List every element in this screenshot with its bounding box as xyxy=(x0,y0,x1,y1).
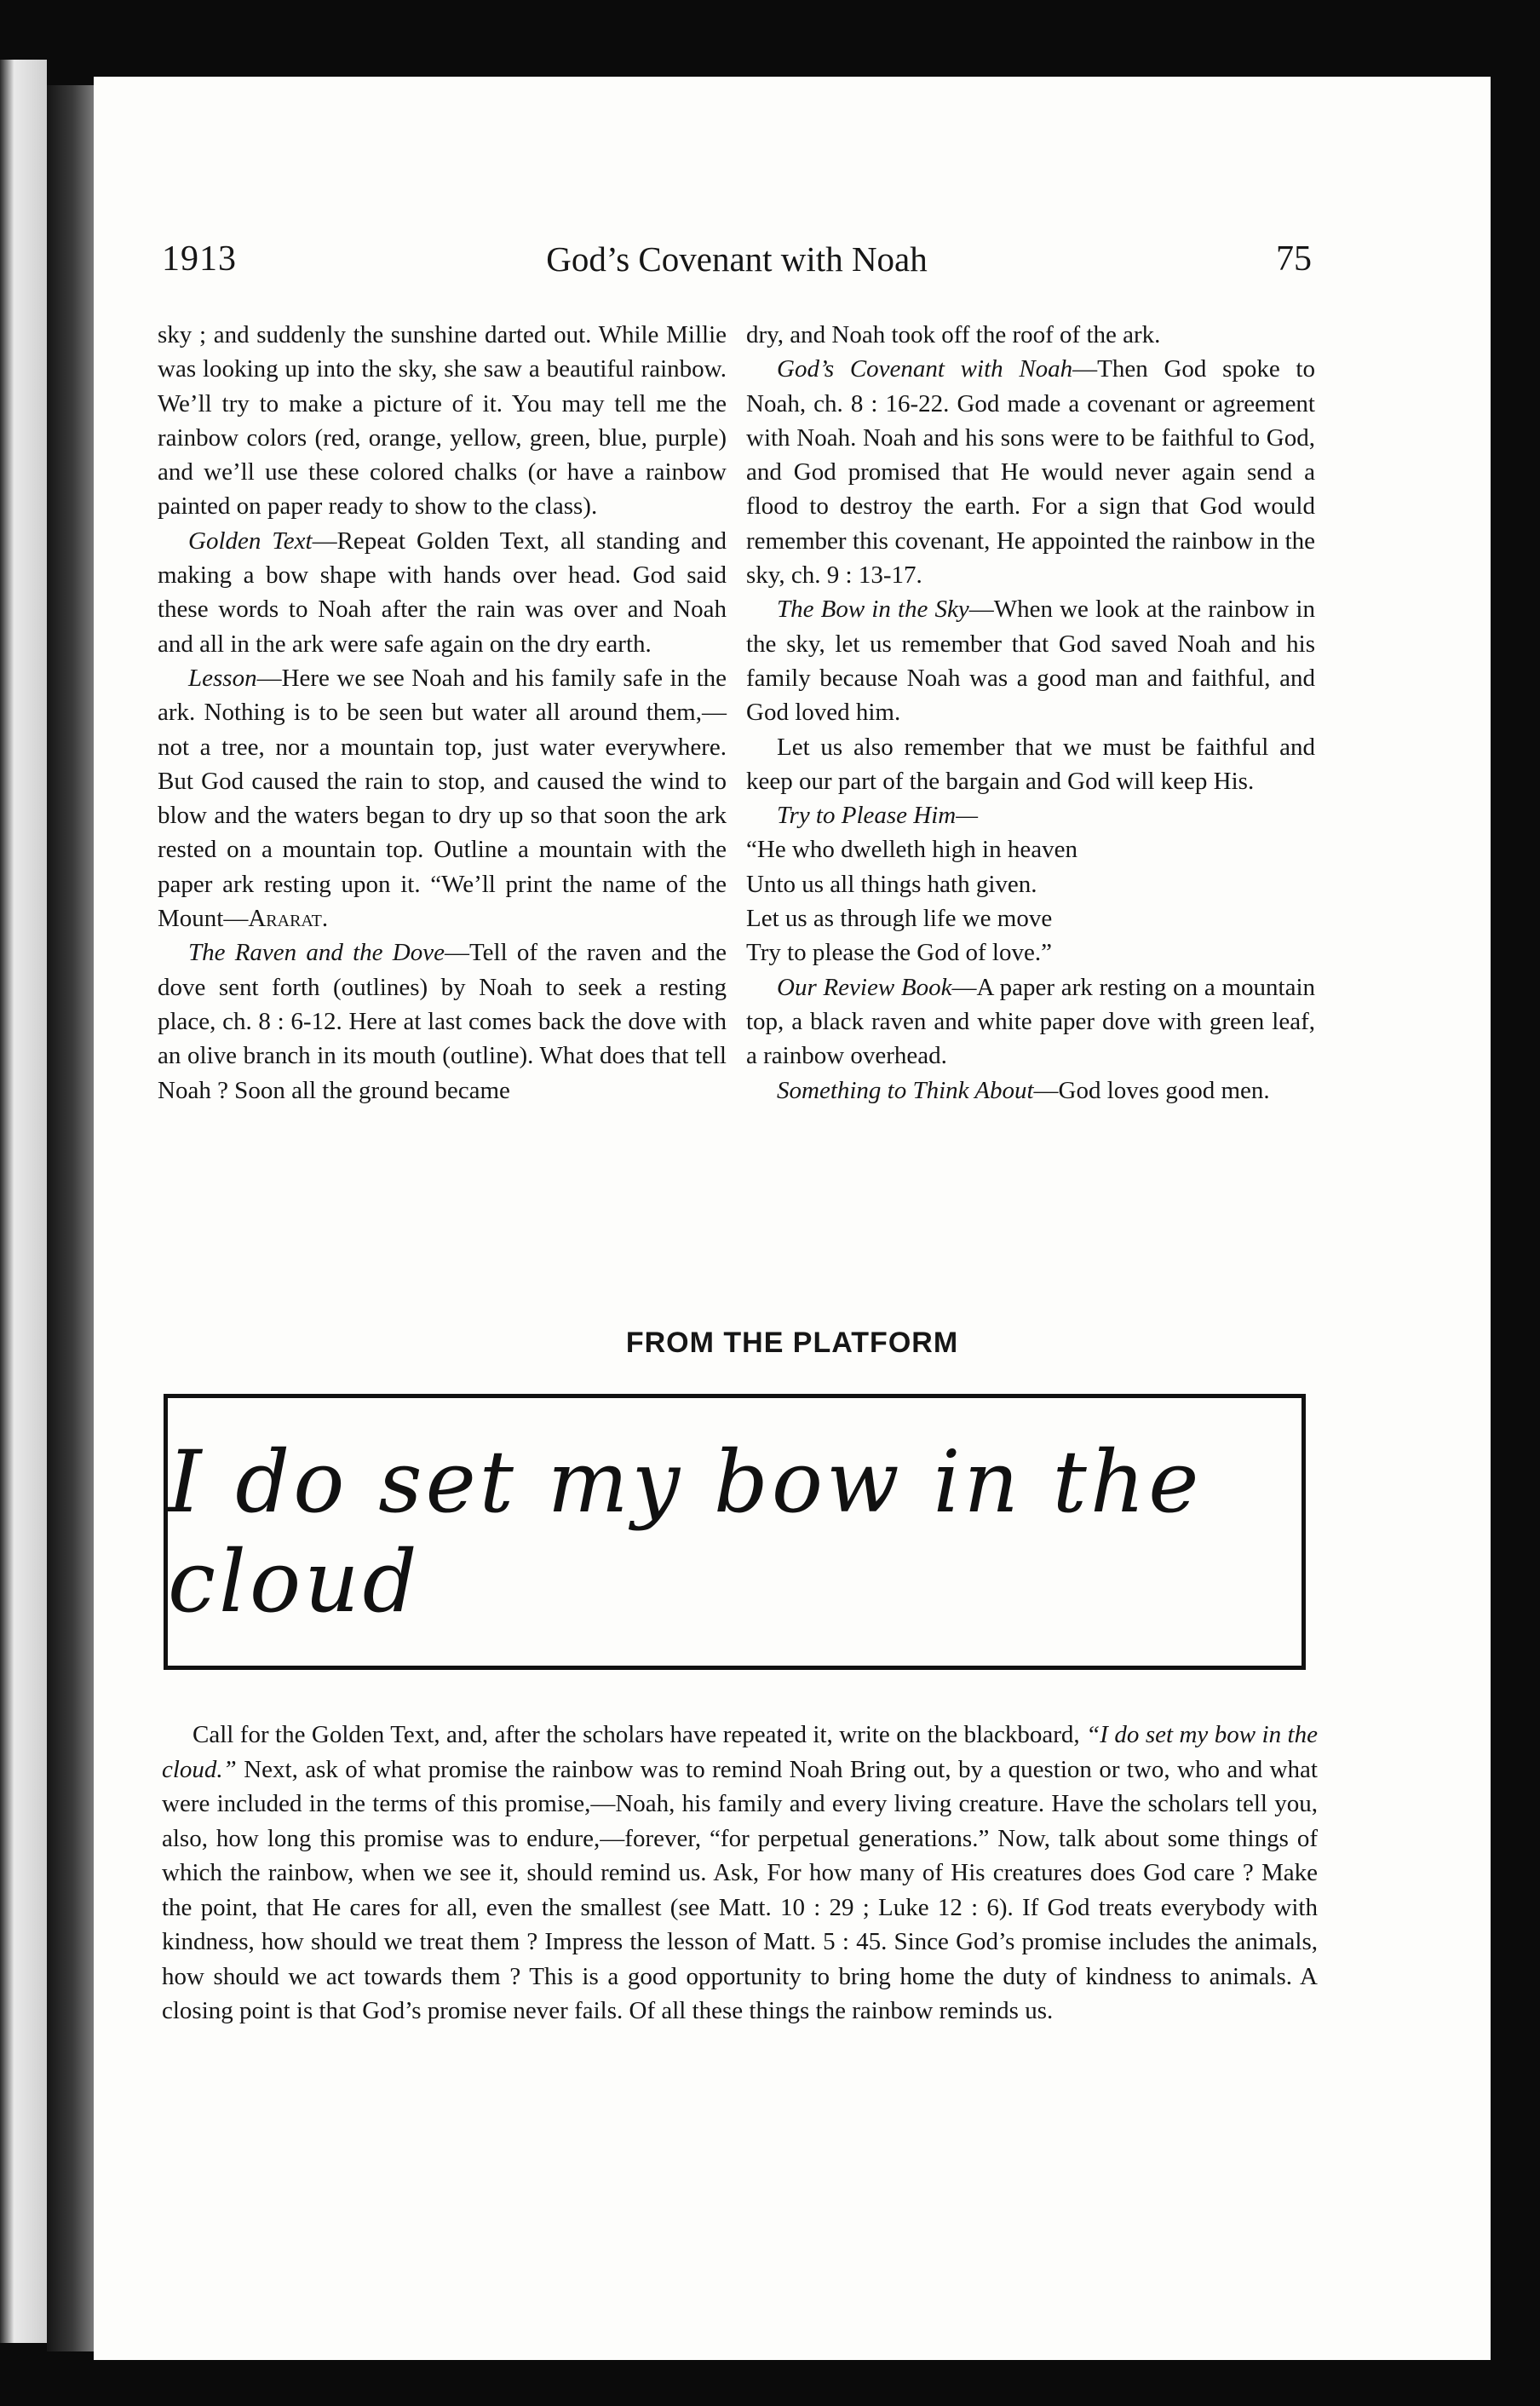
paragraph: sky ; and suddenly the sunshine darted out. While Millie was looking up into the sky, she saw a beautiful rainbow. We’ll try to make a picture of it. You may tell me the rainbow colors (red, orange, yellow, green, blue, purple) and we’ll use these colored chalks (or have a rainbow painted on paper ready to show to the class). xyxy=(158,321,727,521)
paragraph-lead: The Raven and the Dove xyxy=(188,939,445,967)
scan-page-edge xyxy=(0,60,47,2343)
left-column xyxy=(158,318,727,1108)
verse-line: “He who dwelleth high in heaven xyxy=(746,836,1077,864)
paragraph: dry, and Noah took off the roof of the ark. xyxy=(746,321,1161,348)
paragraph-lead: Try to Please Him— xyxy=(777,802,979,830)
scan-book-gutter xyxy=(47,85,94,2351)
blackboard-text: I do set my bow in the cloud xyxy=(168,1432,1203,1632)
paragraph-body: —Here we see Noah and his family safe in the ark. Nothing is to be seen but water all around them,—not a tree, nor a mountain top, just water everywhere. But God caused the rain to stop, and caused the wind to blow and the waters began to dry up so that soon the ark rested on a mountain top. Outline a mountain with the paper ark resting upon it. “We’ll print the name of the Mount— xyxy=(158,664,727,933)
paragraph-lead: Our Review Book xyxy=(777,973,952,1001)
paragraph-raven-dove xyxy=(158,935,727,1107)
paragraph-lead: Something to Think About xyxy=(777,1076,1034,1104)
section-heading: FROM THE PLATFORM xyxy=(625,1327,959,1359)
paragraph: Let us also remember that we must be faithful and keep our part of the bargain and God will keep His. xyxy=(746,733,1315,795)
paragraph-body: —Tell of the raven and the dove sent forth (outlines) by Noah to seek a resting place, ch. 8 : 6-12. Here at last comes back the dove with an olive branch in its mouth (outline). What does that tell Noah ? Soon all the ground became xyxy=(158,939,727,1104)
book-page xyxy=(94,77,1491,2360)
blackboard-box xyxy=(164,1394,1306,1670)
right-column xyxy=(746,318,1315,1108)
paragraph-bow xyxy=(746,592,1315,729)
page-number: 75 xyxy=(1276,239,1312,279)
mount-name: Ararat xyxy=(248,905,322,933)
verse-line: Let us as through life we move xyxy=(746,905,1053,933)
paragraph-lead: The Bow in the Sky xyxy=(777,596,969,624)
paragraph-lead: Golden Text xyxy=(188,527,313,555)
paragraph-body: —Repeat Golden Text, all standing and making a bow shape with hands over head. God said these words to Noah after the rain was over and Noah and all in the ark were safe again on the dry earth. xyxy=(158,527,727,658)
verse-line: Unto us all things hath given. xyxy=(746,870,1037,898)
paragraph-review-book xyxy=(746,970,1315,1073)
paragraph-lesson xyxy=(158,661,727,935)
paragraph-end: . xyxy=(321,905,329,933)
paragraph-covenant xyxy=(746,352,1315,592)
closing-paragraph xyxy=(162,1718,1318,2029)
paragraph-think-about xyxy=(746,1073,1315,1108)
paragraph-try-to-please xyxy=(746,798,1315,832)
closing-text: Call for the Golden Text, and, after the scholars have repeated it, write on the blackboard, xyxy=(192,1721,1087,1748)
running-header xyxy=(162,239,1312,298)
header-year: 1913 xyxy=(162,239,237,279)
paragraph-body: —When we look at the rainbow in the sky, let us remember that God saved Noah and his family because Noah was a good man and faithful, and God loved him. xyxy=(746,596,1315,727)
paragraph-body: —God loves good men. xyxy=(1033,1076,1270,1104)
paragraph-body: —Then God spoke to Noah, ch. 8 : 16-22. God made a covenant or agreement with Noah. Noah and his sons were to be faithful to God, and God promised that He would never again send a flood to destroy the earth. For a sign that God would remember this covenant, He appointed the rainbow in the sky, ch. 9 : 13-17. xyxy=(746,355,1315,590)
closing-text: Next, ask of what promise the rainbow was to remind Noah Bring out, by a question or two, who and what were included in the terms of this promise,—Noah, his family and every living creature. Have the scholars tell you, also, how long this promise was to endure,—forever, “for perpetual generations.” Now, talk about some things of which the rainbow, when we see it, should remind us. Ask, For how many of His creatures does God care ? Make the point, that He cares for all, even the smallest (see Matt. 10 : 29 ; Luke 12 : 6). If God treats everybody with kindness, how should we treat them ? Impress the lesson of Matt. 5 : 45. Since God’s promise includes the animals, how should we act towards them ? This is a good opportunity to bring home the duty of kindness to animals. A closing point is that God’s promise never fails. Of all these things the rainbow reminds us. xyxy=(162,1755,1318,2024)
paragraph-body: —A paper ark resting on a mountain top, a black raven and white paper dove with green leaf, a rainbow overhead. xyxy=(746,973,1316,1070)
header-title: God’s Covenant with Noah xyxy=(546,239,928,279)
paragraph-lead: God’s Covenant with Noah xyxy=(777,355,1073,383)
golden-text-quote: “I do set my bow in the cloud.” xyxy=(162,1721,1318,1783)
paragraph-lead: Lesson xyxy=(188,664,257,692)
verse-line: Try to please the God of love.” xyxy=(746,939,1052,967)
paragraph-golden-text xyxy=(158,524,727,661)
